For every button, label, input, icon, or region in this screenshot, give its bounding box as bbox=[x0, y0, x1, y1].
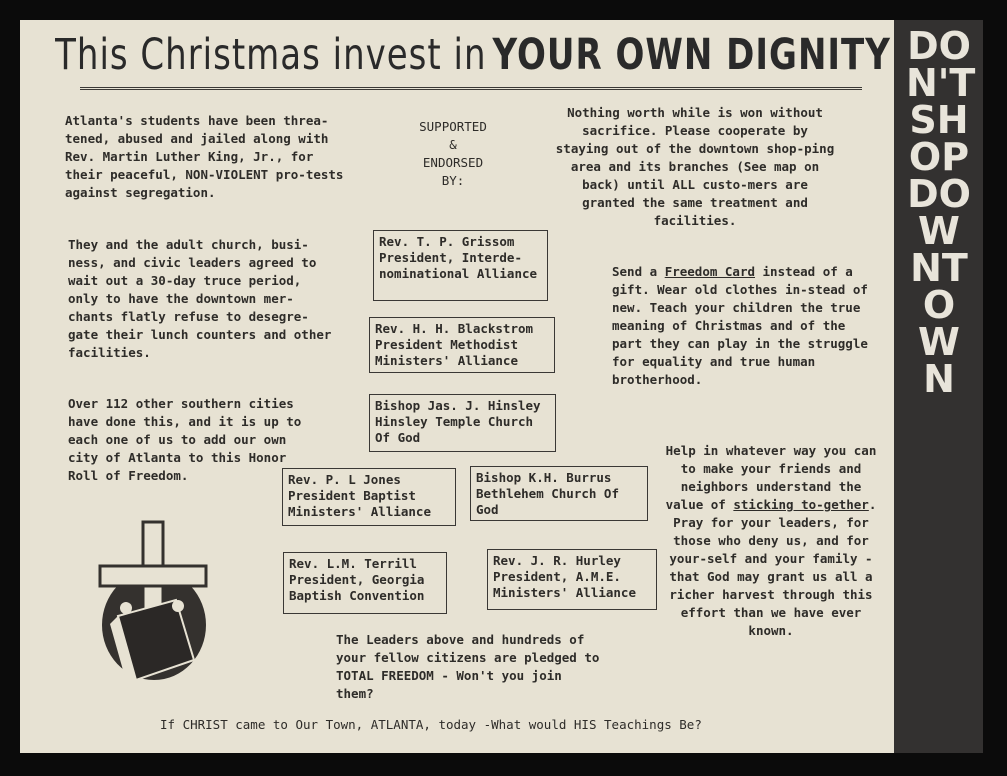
left-paragraph-3: Over 112 other southern cities have done this, and it is up to each one of us to add our own city of Atlanta to this Honor Roll of Freedom. bbox=[68, 396, 302, 483]
right-paragraph-1: Nothing worth while is won without sacrifice. Please cooperate by staying out of the downtown shop-ping area and its branches (See map on back) until ALL custo-mers are granted the same treatment and facilities. bbox=[555, 105, 835, 228]
cross-bible-emblem bbox=[96, 520, 211, 700]
freedom-card-text: Freedom Card bbox=[664, 264, 755, 279]
headline bbox=[55, 18, 891, 93]
headline-rule bbox=[80, 87, 862, 90]
flyer-page bbox=[20, 20, 983, 753]
endorsed-heading: SUPPORTED & ENDORSED BY: bbox=[419, 119, 487, 188]
leaders-note: The Leaders above and hundreds of your fellow citizens are pledged to TOTAL FREEDOM - Won't you join them? bbox=[336, 632, 600, 701]
endorser-box: Rev. T. P. Grissom President, Interde-nominational Alliance bbox=[373, 230, 548, 301]
right-paragraph-2: Send a Freedom Card instead of a gift. Wear old clothes in-stead of new. Teach your children the true meaning of Christmas and of the part they can play in the struggle for equality and true human brotherhood. bbox=[612, 264, 868, 387]
headline-part2: YOUR OWN DIGNITY bbox=[492, 30, 891, 80]
endorser-box: Rev. L.M. Terrill President, Georgia Baptish Convention bbox=[283, 552, 447, 614]
left-paragraph-1: Atlanta's students have been threa-tened, abused and jailed along with Rev. Martin Luther King, Jr., for their peaceful, NON-VIOLENT pro-tests against segregation. bbox=[65, 113, 344, 200]
endorser-box: Bishop K.H. Burrus Bethlehem Church Of God bbox=[470, 466, 648, 521]
headline-part1: This Christmas invest in bbox=[55, 30, 487, 80]
side-banner bbox=[894, 20, 983, 753]
endorser-box: Bishop Jas. J. Hinsley Hinsley Temple Church Of God bbox=[369, 394, 556, 452]
footer-line: If CHRIST came to Our Town, ATLANTA, today -What would HIS Teachings Be? bbox=[160, 717, 702, 732]
left-paragraph-2: They and the adult church, busi-ness, and civic leaders agreed to wait out a 30-day truce period, only to have the downtown mer-chants flatly refuse to desegre-gate their lunch counters and other facilities. bbox=[68, 237, 332, 360]
sticking-together-text: sticking to-gether bbox=[733, 497, 869, 512]
endorser-box: Rev. J. R. Hurley President, A.M.E. Ministers' Alliance bbox=[487, 549, 657, 610]
endorser-box: Rev. P. L Jones President Baptist Ministers' Alliance bbox=[282, 468, 456, 526]
endorser-box: Rev. H. H. Blackstrom President Methodist Ministers' Alliance bbox=[369, 317, 555, 373]
right-paragraph-3: Help in whatever way you can to make your friends and neighbors understand the value of sticking to-gether. Pray for your leaders, for those who deny us, and for your-self and your family - that God may grant us all a richer harvest through this effort than we have ever known. bbox=[665, 443, 877, 638]
side-banner-text: DON'T SHOP DOWNTOWN bbox=[906, 24, 976, 401]
